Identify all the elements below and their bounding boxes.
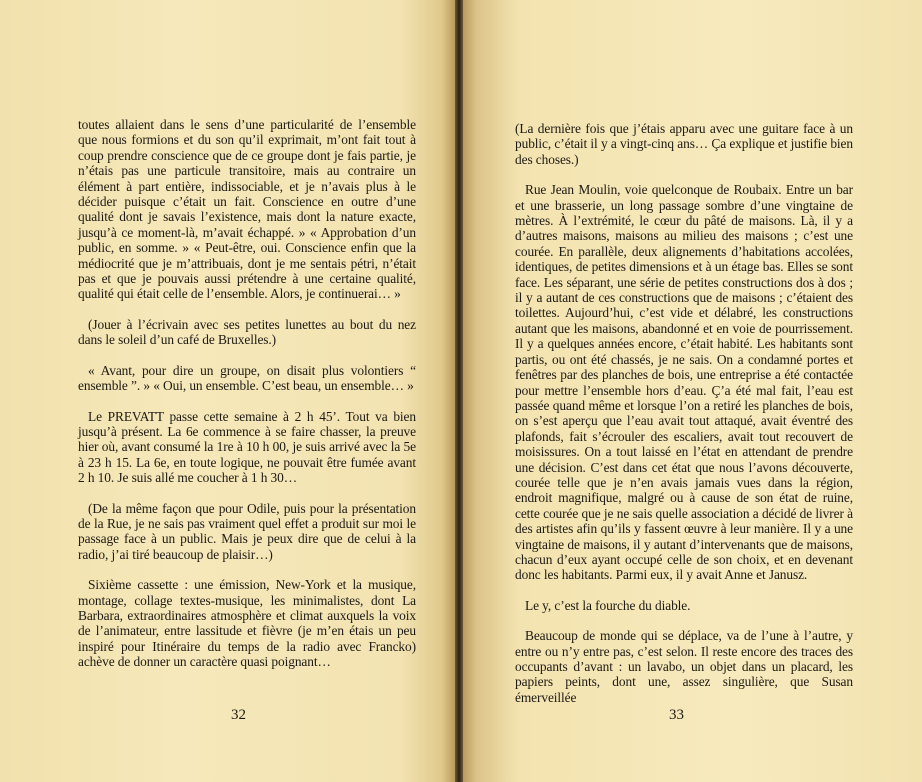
paragraph: (De la même façon que pour Odile, puis pour la présentation de la Rue, je ne sais pas vraiment quel effet a produit sur moi le passage face à un public. Mais je peux dire que de celui à la radio, j’ai tiré beaucoup de plaisir…)	[78, 500, 416, 562]
left-page-text	[78, 117, 416, 685]
paragraph: Le PREVATT passe cette semaine à 2 h 45’. Tout va bien jusqu’à présent. La 6e commence à se faire chasser, la preuve hier où, avant consumé la 1re à 10 h 00, je suis arrivé avec la 5e à 23 h 15. La 6e, en toute logique, ne pouvait être fumée avant 2 h 10. Je suis allé me coucher à 1 h 30…	[78, 408, 416, 486]
paragraph: « Avant, pour dire un groupe, on disait plus volontiers “ ensemble ”. » « Oui, un ensemble. C’est beau, un ensemble… »	[78, 362, 416, 394]
left-page	[0, 0, 455, 782]
book-gutter	[455, 0, 463, 782]
page-number: 33	[669, 707, 684, 723]
paragraph: (La dernière fois que j’étais apparu avec une guitare face à un public, c’était il y a vingt-cinq ans… Ça explique et justifie bien des choses.)	[515, 121, 853, 167]
right-page	[463, 0, 922, 782]
paragraph: (Jouer à l’écrivain avec ses petites lunettes au bout du nez dans le soleil d’un café de Bruxelles.)	[78, 316, 416, 348]
page-number: 32	[231, 707, 246, 723]
paragraph: Sixième cassette : une émission, New-York et la musique, montage, collage textes-musique, les minimalistes, dont La Barbara, extraordinaires atmosphère et climat auxquels la voix de l’animateur, entre lassitude et fièvre (je m’en étais un peu inspiré pour Itinéraire du temps de la radio avec Francko) achève de donner un caractère quasi poignant…	[78, 577, 416, 670]
right-page-text	[515, 121, 853, 720]
paragraph: Beaucoup de monde qui se déplace, va de l’une à l’autre, y entre ou n’y entre pas, c’est selon. Il reste encore des traces des occupants d’avant : un lavabo, un objet dans un placard, les papiers peints, dont une, assez singulière, que Susan émerveillée	[515, 628, 853, 705]
paragraph: toutes allaient dans le sens d’une particularité de l’ensemble que nous formions et du son qu’il exprimait, m’ont fait tout à coup prendre conscience que de ce groupe dont je fais partie, je n’étais pas une particule transitoire, mais au contraire un élément à part entière, indissociable, et je n’avais plus à le décider puisque c’était un fait. Conscience en outre d’une qualité dont je savais l’existence, mais dont la nature exacte, jusqu’à ce moment-là, m’avait échappé. » « Approbation d’un public, en somme. » « Peut-être, oui. Conscience enfin que la médiocrité que je m’attribuais, dont je me sentais pétri, n’était pas et que je pouvais aussi prétendre à une certaine qualité, qualité qui était celle de l’ensemble. Alors, je continuerai… »	[78, 117, 416, 302]
paragraph: Le y, c’est la fourche du diable.	[525, 597, 691, 613]
paragraph: Rue Jean Moulin, voie quelconque de Roubaix. Entre un bar et une brasserie, un long passage sombre d’une vingtaine de mètres. À l’extrémité, le cœur du pâté de maisons. Là, il y a d’autres maisons, maisons au milieu des maisons ; c’est une courée. En parallèle, deux alignements d’habitations accolées, identiques, de petites dimensions et à un étage bas. Elles se sont face. Les séparant, une série de petites constructions dos à dos ; il y a autant de ces constructions que de maisons ; c’étaient des toilettes. Aujourd’hui, c’est vide et délabré, les constructions autant que les maisons, abandonné et en voie de pourrissement. Il y a quelques années encore, c’était habité. Les habitants sont partis, ou ont été chassés, je ne sais. On a condamné portes et fenêtres par des planches de bois, une entreprise a été contactée pour mettre l’ensemble hors d’eau. Ç’a été mal fait, l’eau est passée quand même et lorsque l’on a retiré les planches de bois, on s’est aperçu que l’eau avait tout attaqué, avait éventré des plafonds, fait s’écrouler des escaliers, avait tout recouvert de moisissures. On a tout laissé en l’état en attendant de prendre une décision. C’est dans cet état que nous l’avons découverte, courée telle que je n’en avais jamais vues dans la région, endroit magnifique, malgré ou à cause de son état de ruine, cette courée que je ne sais quelle association a décidé de livrer à des artistes afin qu’ils y fassent œuvre à leur manière. Il y a une vingtaine de maisons, il y autant d’intervenants que de maisons, chacun d’eux ayant occupé celle de son choix, et en devenant donc les habitants. Parmi eux, il y avait Anne et Janusz.	[515, 182, 853, 583]
